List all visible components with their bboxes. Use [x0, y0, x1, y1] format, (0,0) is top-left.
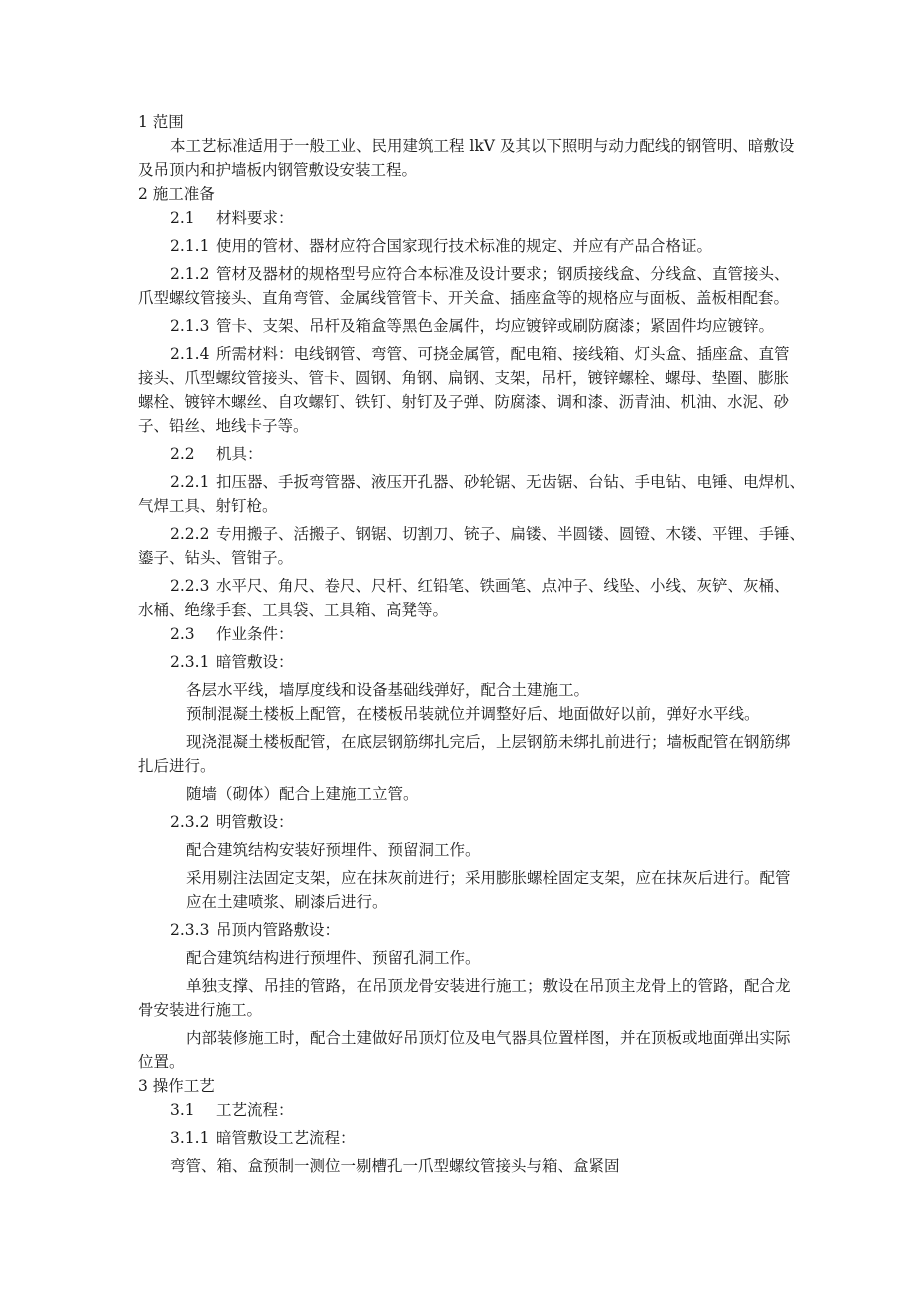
section-1-para-line-2: 及吊顶内和护墙板内钢管敷设安装工程。 — [138, 161, 418, 179]
item-number: 2.3 — [170, 625, 195, 643]
section-2-title: 2 施工准备 — [138, 185, 215, 203]
item-2-2-3 — [138, 574, 788, 598]
item-number: 2.1.1 — [170, 237, 210, 255]
item-text: 使用的管材、器材应符合国家现行技术标准的规定、并应有产品合格证。 — [216, 237, 713, 255]
item-2-2-1 — [138, 470, 806, 494]
item-text: 作业条件： — [216, 625, 294, 643]
item-2-3-1-para-3: 现浇混凝土楼板配管，在底层钢筋绑扎完后，上层钢筋未绑扎前进行；墙板配管在钢筋绑 — [186, 733, 791, 751]
item-2-1-2 — [138, 262, 788, 286]
item-text: 机具： — [216, 445, 263, 463]
item-number: 3.1 — [170, 1101, 195, 1119]
item-2-1-2-line-2: 爪型螺纹管接头、直角弯管、金属线管管卡、开关盒、插座盒等的规格应与面板、盖板相配套。 — [138, 289, 790, 307]
item-3-1-1-para-1: 弯管、箱、盒预制一测位一剔槽孔一爪型螺纹管接头与箱、盒紧固 — [170, 1157, 620, 1175]
item-number: 2.2.1 — [170, 473, 210, 491]
item-2-1-1 — [138, 234, 788, 258]
item-text: 水平尺、角尺、卷尺、尺杆、红铅笔、铁画笔、点冲子、线坠、小线、灰铲、灰桶、 — [216, 577, 790, 595]
item-2-1-4-line-4: 子、铅丝、地线卡子等。 — [138, 417, 309, 435]
item-text: 明管敷设： — [216, 813, 294, 831]
item-text: 暗管敷设工艺流程： — [216, 1129, 356, 1147]
item-2-2-1-line-2: 气焊工具、射钉枪。 — [138, 497, 278, 515]
item-text: 所需材料：电线钢管、弯管、可挠金属管，配电箱、接线箱、灯头盒、插座盒、直管 — [216, 345, 790, 363]
item-text: 吊顶内管路敷设： — [216, 921, 341, 939]
item-2-2 — [138, 442, 788, 466]
item-2-1 — [138, 206, 788, 230]
item-2-3-3-para-3: 内部装修施工时，配合土建做好吊顶灯位及电气器具位置样图，并在顶板或地面弹出实际 — [186, 1029, 791, 1047]
item-number: 2.1.4 — [170, 345, 210, 363]
item-number: 2.2.3 — [170, 577, 210, 595]
item-2-3-1-para-4: 随墙（砌体）配合上建施工立管。 — [186, 785, 419, 803]
item-number: 2.1.2 — [170, 265, 210, 283]
item-3-1 — [138, 1098, 788, 1122]
item-2-3-2-para-1: 配合建筑结构安装好预埋件、预留洞工作。 — [186, 841, 481, 859]
section-1-title: 1 范围 — [138, 113, 184, 131]
item-2-3-2-para-2-line-2: 应在土建喷浆、刷漆后进行。 — [186, 893, 388, 911]
document-page — [138, 110, 806, 1178]
item-2-3-3 — [138, 918, 788, 942]
item-number: 2.3.1 — [170, 653, 210, 671]
item-number: 2.2.2 — [170, 525, 210, 543]
item-2-1-4-line-3: 螺栓、镀锌木螺丝、自攻螺钉、铁钉、射钉及子弹、防腐漆、调和漆、沥青油、机油、水泥、砂 — [138, 393, 790, 411]
section-1-para-line-1: 本工艺标准适用于一般工业、民用建筑工程 lkV 及其以下照明与动力配线的钢管明、暗敷设 — [170, 137, 795, 155]
item-text: 管材及器材的规格型号应符合本标准及设计要求；钢质接线盒、分线盒、直管接头、 — [216, 265, 790, 283]
item-2-3-1-para-2: 预制混凝土楼板上配管，在楼板吊装就位并调整好后、地面做好以前，弹好水平线。 — [186, 705, 760, 723]
item-text: 材料要求： — [216, 209, 294, 227]
item-text: 专用搬子、活搬子、钢锯、切割刀、铳子、扁镂、半圆镂、圆镫、木镂、平锂、手锤、 — [216, 525, 806, 543]
item-2-1-3 — [138, 314, 788, 338]
item-number: 2.2 — [170, 445, 195, 463]
item-3-1-1 — [138, 1126, 788, 1150]
item-2-3-1-para-1: 各层水平线，墙厚度线和设备基础线弹好，配合土建施工。 — [186, 681, 590, 699]
item-2-3 — [138, 622, 788, 646]
item-number: 2.1.3 — [170, 317, 210, 335]
item-2-2-3-line-2: 水桶、绝缘手套、工具袋、工具箱、高凳等。 — [138, 601, 449, 619]
item-2-3-3-para-1: 配合建筑结构进行预埋件、预留孔洞工作。 — [186, 949, 481, 967]
item-2-3-2 — [138, 810, 788, 834]
item-2-3-3-para-2-line-2: 骨安装进行施工。 — [138, 1001, 263, 1019]
item-2-3-3-para-3-line-2: 位置。 — [138, 1053, 185, 1071]
item-number: 2.3.3 — [170, 921, 210, 939]
item-2-3-3-para-2: 单独支撑、吊挂的管路，在吊顶龙骨安装进行施工；敷设在吊顶主龙骨上的管路，配合龙 — [186, 977, 791, 995]
item-2-2-2 — [138, 522, 806, 546]
item-2-3-1-para-3-line-2: 扎后进行。 — [138, 757, 216, 775]
item-number: 3.1.1 — [170, 1129, 210, 1147]
section-3-title: 3 操作工艺 — [138, 1077, 215, 1095]
item-text: 暗管敷设： — [216, 653, 294, 671]
item-text: 管卡、支架、吊杆及箱盒等黑色金属件，均应镀锌或刷防腐漆；紧固件均应镀锌。 — [216, 317, 775, 335]
item-number: 2.1 — [170, 209, 195, 227]
item-2-1-4-line-2: 接头、爪型螺纹管接头、管卡、圆钢、角钢、扁钢、支架，吊杆，镀锌螺栓、螺母、垫圈、膨胀 — [138, 369, 790, 387]
item-2-3-2-para-2: 采用剔注法固定支架，应在抹灰前进行；采用膨胀螺栓固定支架，应在抹灰后进行。配管 — [186, 869, 791, 887]
item-number: 2.3.2 — [170, 813, 210, 831]
item-text: 工艺流程： — [216, 1101, 294, 1119]
item-2-3-1 — [138, 650, 788, 674]
item-2-2-2-line-2: 鎏子、钻头、管钳子。 — [138, 549, 294, 567]
item-2-1-4 — [138, 342, 788, 366]
item-text: 扣压器、手扳弯管器、液压开孔器、砂轮锯、无齿锯、台钻、手电钻、电锤、电焊机、 — [216, 473, 806, 491]
